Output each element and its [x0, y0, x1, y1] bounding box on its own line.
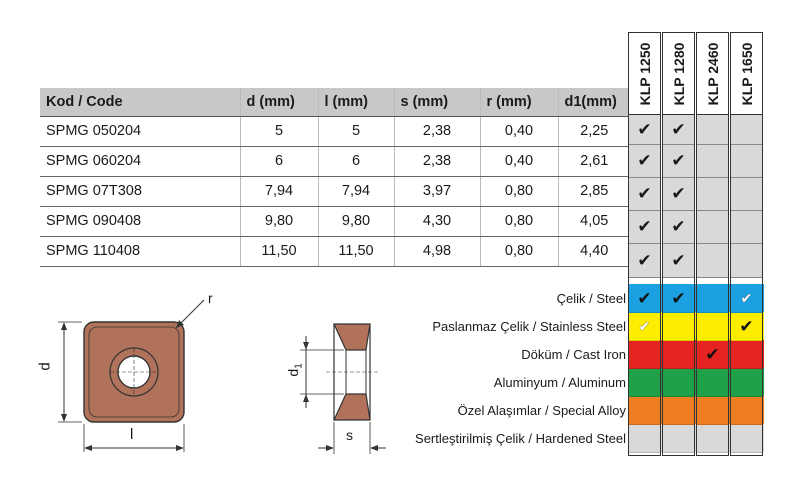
grade-material-cell: [697, 285, 728, 313]
check-outline-icon: ✔: [638, 318, 651, 334]
cell-d: 6: [240, 146, 318, 176]
grade-header: [731, 33, 762, 115]
cell-l: 11,50: [318, 236, 394, 266]
grade-availability-cell: [697, 178, 728, 211]
grade-material-cell: [663, 425, 694, 453]
grade-name: KLP 2460: [704, 42, 721, 105]
dim-label-d1-main: d: [284, 368, 301, 377]
grade-material-cell: [663, 285, 694, 313]
grade-header: [697, 33, 728, 115]
material-label: Aluminyum / Aluminum: [493, 375, 626, 390]
grade-availability-cell: [629, 145, 660, 178]
grade-material-cell: [731, 341, 762, 369]
cell-s: 4,30: [394, 206, 480, 236]
cell-s: 3,97: [394, 176, 480, 206]
cell-code: SPMG 07T308: [40, 176, 240, 206]
check-icon: ✔: [705, 344, 720, 364]
cell-code: SPMG 060204: [40, 146, 240, 176]
grade-availability-cell: [731, 178, 762, 211]
cell-l: 9,80: [318, 206, 394, 236]
cell-d1: 4,05: [558, 206, 630, 236]
insert-side-view: [300, 324, 386, 454]
grade-availability-cell: [663, 178, 694, 211]
spec-header-row: [40, 88, 630, 116]
grade-material-cell: [731, 425, 762, 453]
grade-column: [696, 32, 729, 456]
col-header-l: l (mm): [318, 88, 394, 116]
grade-material-cell: [731, 313, 762, 341]
table-row: [40, 176, 630, 206]
grade-availability-cell: [629, 244, 660, 278]
cell-r: 0,80: [480, 236, 558, 266]
grade-material-cell: [663, 397, 694, 425]
grade-material-cell: [629, 425, 660, 453]
cell-l: 5: [318, 116, 394, 146]
grade-material-cell: [663, 341, 694, 369]
grade-material-cell: [629, 313, 660, 341]
check-icon: ✔: [671, 288, 686, 308]
grade-material-cell: [731, 285, 762, 313]
grade-material-cell: [697, 425, 728, 453]
grade-material-cell: [629, 341, 660, 369]
check-icon: ✔: [637, 217, 652, 236]
cell-code: SPMG 090408: [40, 206, 240, 236]
cell-r: 0,80: [480, 206, 558, 236]
check-icon: ✔: [637, 288, 652, 308]
dim-label-r: r: [208, 290, 213, 306]
check-icon: ✔: [671, 184, 686, 203]
check-icon: ✔: [637, 119, 652, 139]
cell-d1: 2,61: [558, 146, 630, 176]
grade-name: KLP 1280: [670, 42, 687, 105]
check-icon: ✔: [637, 151, 652, 170]
col-header-code: Kod / Code: [40, 88, 240, 116]
grade-material-cell: [629, 285, 660, 313]
grade-availability-cell: [697, 115, 728, 145]
grade-availability-cell: [663, 145, 694, 178]
grade-material-cell: [697, 313, 728, 341]
cell-code: SPMG 110408: [40, 236, 240, 266]
table-row: [40, 206, 630, 236]
grade-availability-cell: [663, 115, 694, 145]
grade-availability-cell: [629, 178, 660, 211]
table-row: [40, 146, 630, 176]
material-label: Paslanmaz Çelik / Stainless Steel: [432, 319, 626, 334]
check-outline-icon: ✔: [740, 290, 753, 306]
cell-r: 0,80: [480, 176, 558, 206]
material-label: Özel Alaşımlar / Special Alloy: [457, 403, 626, 418]
cell-r: 0,40: [480, 146, 558, 176]
check-icon: ✔: [671, 217, 686, 236]
col-header-d: d (mm): [240, 88, 318, 116]
grade-availability-cell: [629, 211, 660, 244]
check-icon: ✔: [637, 184, 652, 203]
material-label: Çelik / Steel: [556, 291, 626, 306]
cell-l: 7,94: [318, 176, 394, 206]
grade-column: [662, 32, 695, 456]
material-label: Sertleştirilmiş Çelik / Hardened Steel: [415, 431, 626, 446]
check-icon: ✔: [739, 316, 754, 336]
cell-d: 11,50: [240, 236, 318, 266]
grade-material-cell: [629, 397, 660, 425]
cell-l: 6: [318, 146, 394, 176]
col-header-s: s (mm): [394, 88, 480, 116]
table-row: [40, 116, 630, 146]
cell-d1: 4,40: [558, 236, 630, 266]
grade-availability-cell: [731, 244, 762, 278]
insert-drawing: [36, 290, 426, 460]
cell-code: SPMG 050204: [40, 116, 240, 146]
dim-label-l: l: [130, 426, 134, 443]
cell-s: 2,38: [394, 116, 480, 146]
grade-material-cell: [697, 341, 728, 369]
grade-header: [629, 33, 660, 115]
check-icon: ✔: [671, 250, 686, 270]
grade-availability-cell: [731, 145, 762, 178]
cell-d: 5: [240, 116, 318, 146]
grade-material-cell: [731, 369, 762, 397]
cell-d: 9,80: [240, 206, 318, 236]
cell-r: 0,40: [480, 116, 558, 146]
grade-column: [628, 32, 661, 456]
grade-availability-cell: [731, 115, 762, 145]
table-row: [40, 236, 630, 266]
grade-availability-cell: [663, 211, 694, 244]
grade-column: [730, 32, 763, 456]
material-label: Döküm / Cast Iron: [521, 347, 626, 362]
check-icon: ✔: [637, 250, 652, 270]
dim-label-d1: [285, 363, 305, 376]
dim-label-d: d: [36, 362, 54, 371]
grade-material-cell: [731, 397, 762, 425]
cell-d: 7,94: [240, 176, 318, 206]
grade-material-cell: [663, 369, 694, 397]
dim-label-s: s: [346, 427, 353, 443]
grade-availability-cell: [629, 115, 660, 145]
cell-s: 2,38: [394, 146, 480, 176]
grade-material-cell: [663, 313, 694, 341]
grade-availability-cell: [697, 244, 728, 278]
cell-d1: 2,85: [558, 176, 630, 206]
grade-availability-cell: [697, 145, 728, 178]
grade-availability-cell: [697, 211, 728, 244]
col-header-d1: d1(mm): [558, 88, 630, 116]
grade-material-cell: [697, 369, 728, 397]
grade-header: [663, 33, 694, 115]
grade-name: KLP 1650: [738, 42, 755, 105]
check-icon: ✔: [671, 119, 686, 139]
dim-label-d1-sub: 1: [293, 363, 305, 369]
col-header-r: r (mm): [480, 88, 558, 116]
check-icon: ✔: [671, 151, 686, 170]
grade-availability-cell: [663, 244, 694, 278]
spec-table: [40, 88, 630, 267]
grade-availability-cell: [731, 211, 762, 244]
grade-material-cell: [697, 397, 728, 425]
cell-s: 4,98: [394, 236, 480, 266]
cell-d1: 2,25: [558, 116, 630, 146]
grade-material-cell: [629, 369, 660, 397]
grade-name: KLP 1250: [636, 42, 653, 105]
